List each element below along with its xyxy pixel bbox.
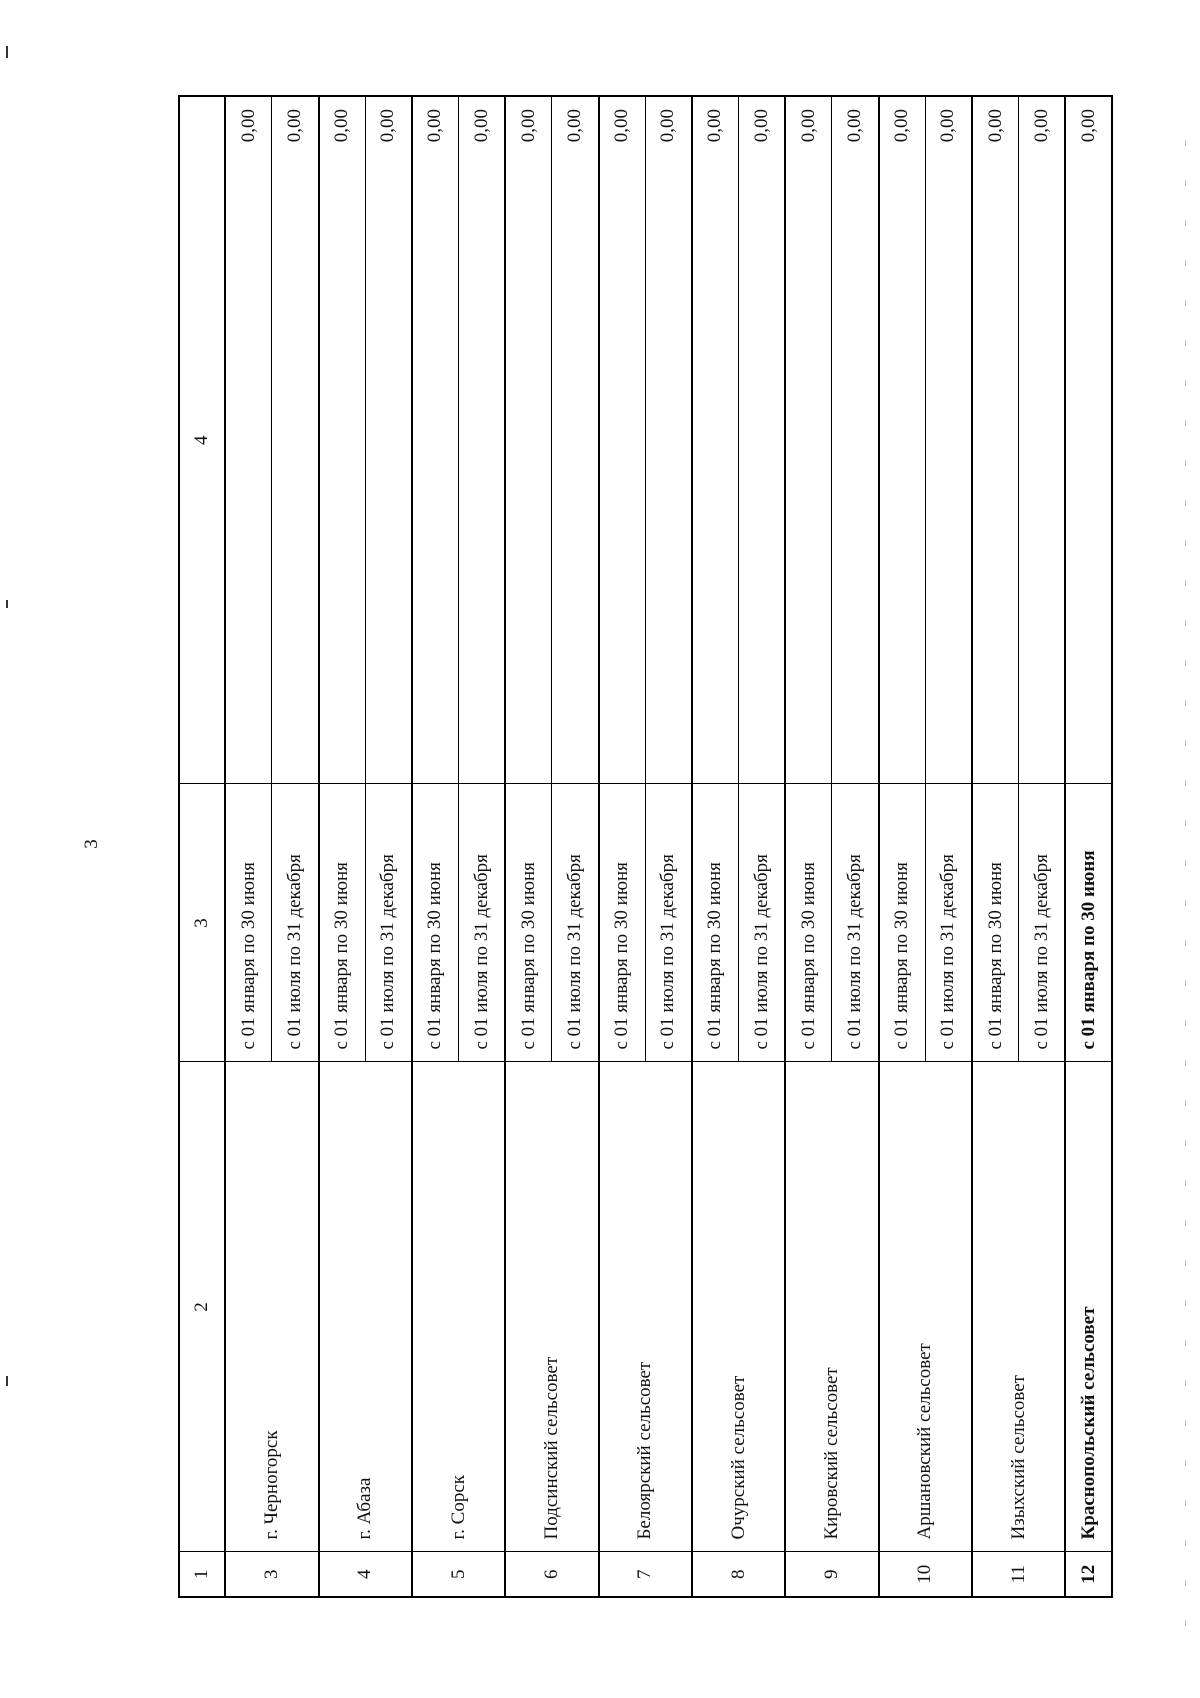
period-cell: с 01 января по 30 июня bbox=[599, 784, 646, 1062]
document-table-container bbox=[178, 97, 1113, 1598]
document-table bbox=[178, 95, 1113, 1598]
municipality-name-cell: Очурский сельсовет bbox=[692, 1062, 785, 1552]
scan-mark bbox=[6, 600, 8, 608]
column-header: 4 bbox=[179, 96, 225, 784]
municipality-name-cell: г. Сорск bbox=[412, 1062, 505, 1552]
table-row bbox=[412, 96, 459, 1597]
scan-edge-artifact bbox=[1185, 140, 1186, 1640]
value-cell: 0,00 bbox=[645, 96, 692, 784]
period-cell: с 01 января по 30 июня bbox=[692, 784, 739, 1062]
value-cell: 0,00 bbox=[925, 96, 972, 784]
table-row bbox=[1065, 96, 1112, 1597]
period-cell: с 01 июля по 31 декабря bbox=[552, 784, 599, 1062]
table-row bbox=[225, 96, 272, 1597]
row-number-cell: 6 bbox=[505, 1552, 598, 1597]
value-cell: 0,00 bbox=[599, 96, 646, 784]
column-header: 1 bbox=[179, 1552, 225, 1597]
period-cell: с 01 июля по 31 декабря bbox=[365, 784, 412, 1062]
row-number-cell: 9 bbox=[785, 1552, 878, 1597]
value-cell: 0,00 bbox=[272, 96, 319, 784]
table-row bbox=[972, 96, 1019, 1597]
period-cell: с 01 января по 30 июня bbox=[972, 784, 1019, 1062]
row-number-cell: 5 bbox=[412, 1552, 505, 1597]
municipality-name-cell: Краснопольский сельсовет bbox=[1065, 1062, 1112, 1552]
period-cell: с 01 января по 30 июня bbox=[412, 784, 459, 1062]
table-row bbox=[785, 96, 832, 1597]
table-row bbox=[599, 96, 646, 1597]
period-cell: с 01 января по 30 июня bbox=[879, 784, 926, 1062]
municipality-name-cell: Подсинский сельсовет bbox=[505, 1062, 598, 1552]
period-cell: с 01 января по 30 июня bbox=[1065, 784, 1112, 1062]
page-number: 3 bbox=[81, 839, 102, 849]
table-row bbox=[879, 96, 926, 1597]
period-cell: с 01 января по 30 июня bbox=[319, 784, 366, 1062]
value-cell: 0,00 bbox=[1065, 96, 1112, 784]
scan-mark bbox=[6, 1376, 8, 1386]
period-cell: с 01 июля по 31 декабря bbox=[832, 784, 879, 1062]
period-cell: с 01 июля по 31 декабря bbox=[925, 784, 972, 1062]
period-cell: с 01 июля по 31 декабря bbox=[459, 784, 506, 1062]
period-cell: с 01 января по 30 июня bbox=[225, 784, 272, 1062]
value-cell: 0,00 bbox=[785, 96, 832, 784]
period-cell: с 01 июля по 31 декабря bbox=[645, 784, 692, 1062]
value-cell: 0,00 bbox=[739, 96, 786, 784]
value-cell: 0,00 bbox=[412, 96, 459, 784]
period-cell: с 01 января по 30 июня bbox=[505, 784, 552, 1062]
period-cell: с 01 июля по 31 декабря bbox=[739, 784, 786, 1062]
value-cell: 0,00 bbox=[505, 96, 552, 784]
municipality-name-cell: Кировский сельсовет bbox=[785, 1062, 878, 1552]
table-row bbox=[505, 96, 552, 1597]
period-cell: с 01 июля по 31 декабря bbox=[272, 784, 319, 1062]
scan-mark bbox=[6, 46, 8, 58]
row-number-cell: 3 bbox=[225, 1552, 318, 1597]
value-cell: 0,00 bbox=[692, 96, 739, 784]
municipality-name-cell: г. Абаза bbox=[319, 1062, 412, 1552]
table-header-row bbox=[179, 96, 225, 1597]
value-cell: 0,00 bbox=[1019, 96, 1066, 784]
period-cell: с 01 января по 30 июня bbox=[785, 784, 832, 1062]
row-number-cell: 8 bbox=[692, 1552, 785, 1597]
column-header: 2 bbox=[179, 1062, 225, 1552]
value-cell: 0,00 bbox=[225, 96, 272, 784]
value-cell: 0,00 bbox=[879, 96, 926, 784]
value-cell: 0,00 bbox=[972, 96, 1019, 784]
value-cell: 0,00 bbox=[459, 96, 506, 784]
row-number-cell: 7 bbox=[599, 1552, 692, 1597]
municipality-name-cell: Белоярский сельсовет bbox=[599, 1062, 692, 1552]
row-number-cell: 10 bbox=[879, 1552, 972, 1597]
municipality-name-cell: Аршановский сельсовет bbox=[879, 1062, 972, 1552]
value-cell: 0,00 bbox=[832, 96, 879, 784]
table-row bbox=[692, 96, 739, 1597]
row-number-cell: 11 bbox=[972, 1552, 1065, 1597]
column-header: 3 bbox=[179, 784, 225, 1062]
municipality-name-cell: г. Черногорск bbox=[225, 1062, 318, 1552]
period-cell: с 01 июля по 31 декабря bbox=[1019, 784, 1066, 1062]
municipality-name-cell: Изыхский сельсовет bbox=[972, 1062, 1065, 1552]
row-number-cell: 12 bbox=[1065, 1552, 1112, 1597]
value-cell: 0,00 bbox=[552, 96, 599, 784]
value-cell: 0,00 bbox=[319, 96, 366, 784]
row-number-cell: 4 bbox=[319, 1552, 412, 1597]
table-row bbox=[319, 96, 366, 1597]
value-cell: 0,00 bbox=[365, 96, 412, 784]
